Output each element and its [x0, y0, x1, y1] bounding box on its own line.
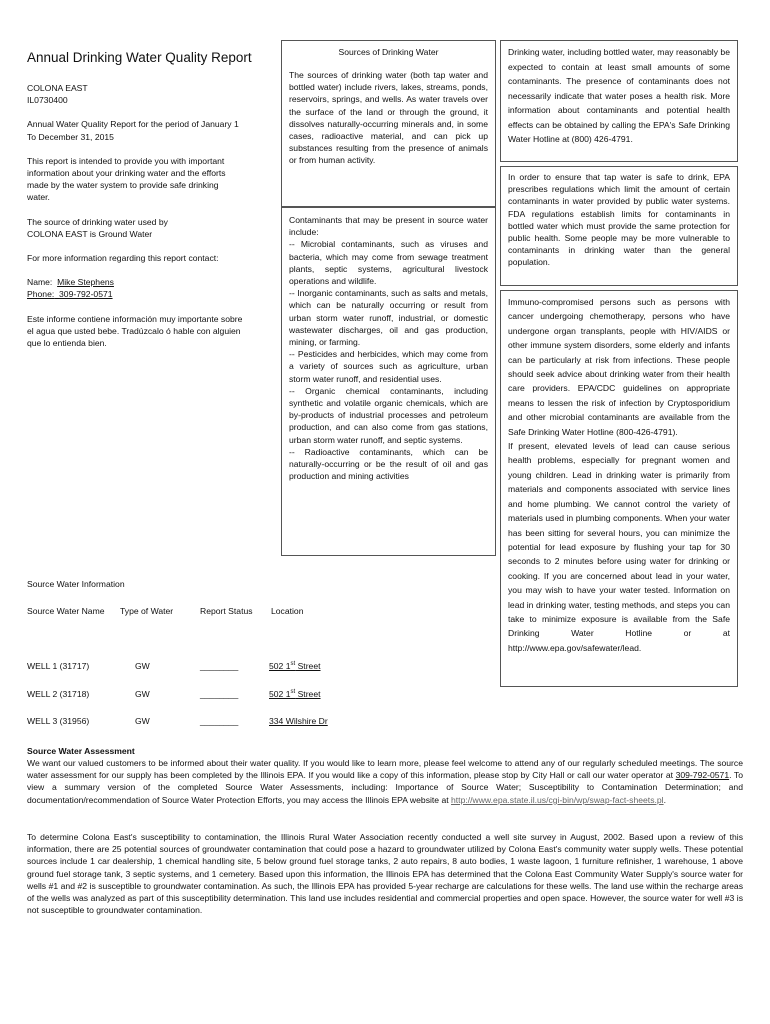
well-name: WELL 1 (31717): [27, 661, 90, 671]
source-line-2: COLONA EAST is Ground Water: [27, 228, 153, 239]
assessment-paragraph-1: We want our valued customers to be informed about their water quality. If you would like to learn more, please feel welcome to attend any of our regularly scheduled meetings. The source water assessment for our supply has been completed by the Illinois EPA. If you would like a copy of this information, please stop by City Hall or call our water operator at 309-792-0571. To view a summary version of the completed Source Water Assessments, including: Importance of Source Water; Susceptibility to Contamination Determination; and documentation/recommendation of Source Water Protection Efforts, you may access the Illinois EPA website at http://www.epa.state.il.us/cgi-bin/wp/swap-fact-sheets.pl.: [27, 758, 744, 805]
immuno-paragraph: Immuno-compromised persons such as persons with cancer undergoing chemotherapy, persons who have undergone organ transplants, people with HIV/AIDS or other immune system disorders, some elderly and infants can be particularly at risk from infections. These people should seek advice about drinking water from their health care providers. EPA/CDC guidelines on appropriate means to lessen the risk of infection by Cryptosporidium and other microbial contaminants are available from the Safe Drinking Water Hotline (800-426-4791).: [508, 297, 730, 437]
system-id: IL0730400: [27, 95, 68, 106]
assessment-paragraph-2: To determine Colona East's susceptibility to contamination, the Illinois Rural Water Association recently conducted a well site survey in August, 2002. Based upon a review of this information, there are 25 potential sources of groundwater contamination that could pose a hazard to groundwater utilized by Colona East's community water supply wells. These potential sources include 1 car dealership, 1 chemical handling site, 5 below ground fuel storage tanks, 2 auto repairs, 8 auto bodies, 1 waste lagoon, 1 furniture refinisher, 1 warehouse, 1 above ground fuel storage tank, 3 septic systems, and 1 cemetery. Based upon this information, the Illinois EPA has determined that the Colona East Community Water Supply's source water for wells #1 and #2 is susceptible to groundwater contamination. As such, the Illinois EPA has provided 5-year recharge are calculations for these wells. The land use within the recharge areas of the wells was analyzed as part of this susceptibility determination. This land use includes residential and commercial properties and open space. However, the source water for well #3 is not susceptible to groundwater contamination.: [27, 832, 743, 916]
operator-phone: 309-792-0571: [675, 770, 730, 781]
intro-line-4: water.: [27, 192, 50, 203]
well-type: GW: [135, 689, 150, 699]
bottled-water-box: [500, 40, 738, 162]
lead-paragraph: If present, elevated levels of lead can cause serious health problems, especially for pregnant women and young children. Lead in drinking water is primarily from materials and components associated with service lines and home plumbing. We cannot control the variety of materials used in plumbing components. When your water has been sitting for several hours, you can minimize the potential for lead exposure by flushing your tap for 30 seconds to 2 minutes before using water for drinking or cooking. If you are concerned about lead in your water, you may wish to have your water tested. Information on lead in drinking water, testing methods, and steps you can take to minimize exposure is available from the Safe Drinking Water Hotline or at http://www.epa.gov/safewater/lead.: [508, 441, 730, 653]
assessment-heading: Source Water Assessment: [27, 746, 135, 756]
contact-phone-value: 309-792-0571: [59, 289, 113, 300]
bottled-water-text: Drinking water, including bottled water, may reasonably be expected to contain at least small amounts of some contaminants. The presence of contaminants does not necessarily indicate that water poses a health risk. More information about contaminants and potential health effects can be obtained by calling the EPA's Safe Drinking Water Hotline at (800) 426-4791.: [508, 47, 730, 144]
sources-heading: Sources of Drinking Water: [338, 47, 439, 57]
report-title: Annual Drinking Water Quality Report: [27, 50, 252, 65]
sources-body: The sources of drinking water (both tap water and bottled water) include rivers, lakes, streams, ponds, reservoirs, springs, and wells. As water travels over the surface of the land or through the ground, it dissolves naturally-occurring minerals and, in some cases, radioactive material, and can pick up substances resulting from the presence of animals or from human activity.: [289, 70, 488, 166]
contact-line: For more information regarding this report contact:: [27, 253, 219, 264]
system-name: COLONA EAST: [27, 83, 88, 93]
health-info-text: [508, 295, 730, 655]
contaminants-box: [281, 207, 496, 556]
epa-regulations-box: [500, 166, 738, 286]
source-info-heading: Source Water Information: [27, 579, 125, 589]
intro-line-1: This report is intended to provide you with important: [27, 155, 225, 166]
radioactive-contaminants: -- Radioactive contaminants, which can be naturally-occurring or be the result of oil and gas production and mining activities: [289, 446, 488, 482]
well-location: 502 1st Street: [269, 661, 321, 671]
period-line-2: To December 31, 2015: [27, 131, 114, 142]
sources-box: [281, 40, 496, 207]
spanish-line-3: que lo entienda bien.: [27, 338, 107, 349]
intro-line-2: information about your drinking water and the efforts: [27, 168, 226, 179]
organic-contaminants: -- Organic chemical contaminants, including synthetic and volatile organic chemicals, which are by-products of industrial processes and petroleum production, and can also come from gas stations, urban storm water runoff, and septic systems.: [289, 385, 488, 445]
spanish-line-1: Este informe contiene información muy importante sobre: [27, 313, 243, 324]
health-info-box: [500, 290, 738, 687]
contact-phone: Phone: 309-792-0571: [27, 289, 113, 300]
contaminants-intro: Contaminants that may be present in source water include:: [289, 215, 488, 238]
spanish-line-2: el agua que usted bebe. Tradúzcalo ó hable con alguien: [27, 325, 241, 336]
contact-name: Name: Mike Stephens: [27, 277, 114, 288]
epa-regulations-text: In order to ensure that tap water is safe to drink, EPA prescribes regulations which limit the amount of certain contaminants in water provided by public water systems. FDA regulations establish limits for contaminants in bottled water which must provide the same protection for public health. Some people may be more vulnerable to contaminants in drinking water than the general population.: [508, 172, 730, 268]
microbial-contaminants: -- Microbial contaminants, such as viruses and bacteria, which may come from sewage treatment plants, septic systems, agricultural livestock operations and wildlife.: [289, 239, 488, 287]
contaminants-text: [289, 214, 488, 482]
col-source-name: Source Water Name: [27, 606, 105, 616]
well-name: WELL 3 (31956): [27, 716, 90, 726]
well-status: ________: [200, 716, 239, 726]
source-line-1: The source of drinking water used by: [27, 216, 168, 227]
col-location: Location: [271, 606, 304, 616]
well-name: WELL 2 (31718): [27, 689, 90, 699]
well-location: 502 1st Street: [269, 689, 321, 699]
contact-name-value: Mike Stephens: [57, 277, 114, 288]
well-type: GW: [135, 661, 150, 671]
well-type: GW: [135, 716, 150, 726]
period-line-1: Annual Water Quality Report for the period of January 1: [27, 119, 239, 130]
report-header-block: [27, 82, 272, 349]
swap-link[interactable]: http://www.epa.state.il.us/cgi-bin/wp/swap-fact-sheets.pl: [451, 794, 664, 805]
pesticides-herbicides: -- Pesticides and herbicides, which may come from a variety of sources such as agriculture, urban storm water runoff, and residential uses.: [289, 349, 488, 384]
well-location: 334 Wilshire Dr: [269, 716, 328, 726]
col-type: Type of Water: [120, 606, 174, 616]
well-status: ________: [200, 661, 239, 671]
col-status: Report Status: [200, 606, 253, 616]
inorganic-contaminants: -- Inorganic contaminants, such as salts and metals, which can be naturally occurring or result from urban storm water runoff, industrial, or domestic wastewater discharges, oil and gas production, mining, or farming.: [289, 288, 488, 348]
well-status: ________: [200, 689, 239, 699]
intro-line-3: made by the water system to provide safe drinking: [27, 180, 219, 191]
